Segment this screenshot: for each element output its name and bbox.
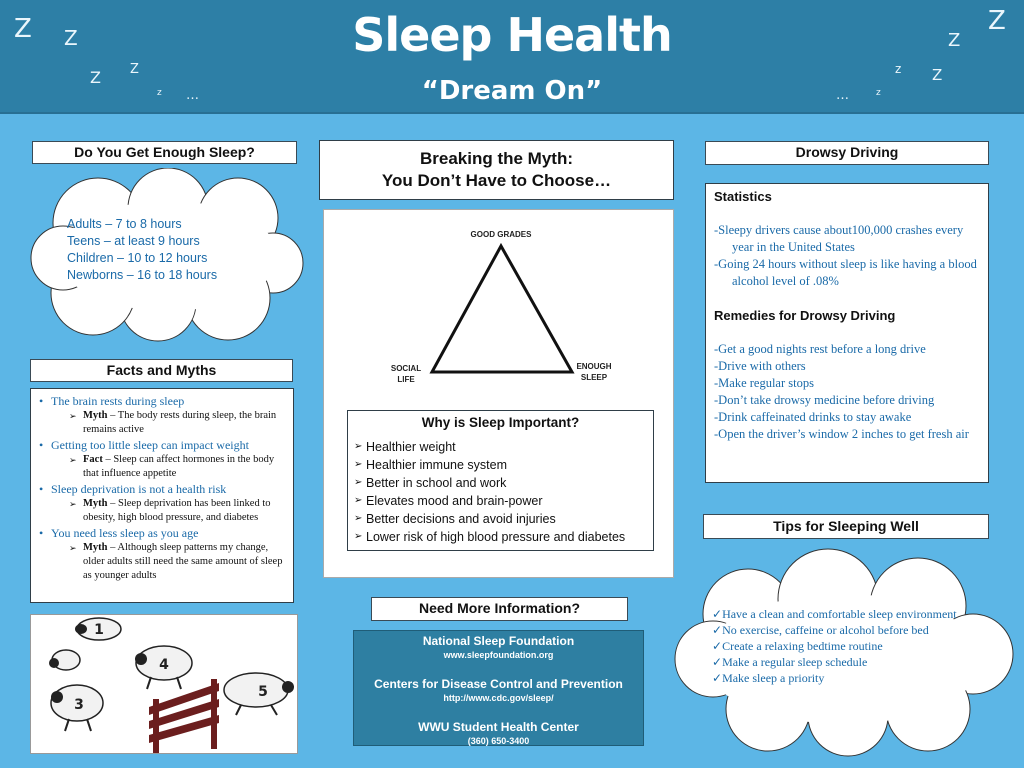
verdict-text: – Sleep deprivation has been linked to obesity, high blood pressure, and diabetes bbox=[83, 498, 271, 523]
myth-title-line: You Don’t Have to Choose… bbox=[381, 171, 612, 190]
sheep-number: 1 bbox=[94, 622, 104, 638]
sleep-z-glyph: Z bbox=[64, 26, 78, 50]
list-item: -Get a good nights rest before a long drive bbox=[714, 342, 926, 356]
list-item: ✓ No exercise, caffeine or alcohol before bed bbox=[712, 622, 957, 638]
sleep-z-glyph: Z bbox=[90, 68, 101, 87]
why-sleep-box bbox=[347, 410, 654, 551]
triangle-label-right: SLEEP bbox=[580, 373, 608, 382]
org-name: National Sleep Foundation bbox=[422, 634, 575, 648]
list-item: Children – 10 to 12 hours bbox=[67, 251, 208, 265]
page-subtitle: “Dream On” bbox=[421, 76, 603, 106]
list-item: ➢ Healthier immune system bbox=[354, 456, 647, 474]
why-sleep-heading: Why is Sleep Important? bbox=[421, 415, 580, 430]
more-info-panel bbox=[353, 630, 644, 746]
verdict-text: – Although sleep patterns my change, older adults still need the same amount of sleep as younger adults bbox=[83, 542, 283, 581]
facts-myths-heading: Facts and Myths bbox=[30, 359, 293, 382]
triangle-label-top: GOOD GRADES bbox=[470, 230, 532, 239]
list-item: ✓ Make sleep a priority bbox=[712, 670, 957, 686]
list-item: -Make regular stops bbox=[714, 376, 814, 390]
list-item: Teens – at least 9 hours bbox=[67, 234, 200, 248]
sheep-number: 5 bbox=[258, 684, 268, 700]
list-item: ➢ Healthier weight bbox=[354, 438, 647, 456]
statistics-heading: Statistics bbox=[714, 189, 772, 204]
list-item: ✓ Create a relaxing bedtime routine bbox=[712, 638, 957, 654]
sleep-z-glyph: Z bbox=[130, 62, 139, 77]
triangle-label-right: ENOUGH bbox=[576, 362, 612, 371]
sheep-number: 3 bbox=[74, 697, 84, 713]
remedies-heading: Remedies for Drowsy Driving bbox=[714, 308, 896, 323]
list-item: • The brain rests during sleep bbox=[39, 394, 287, 409]
tips-list bbox=[712, 606, 957, 686]
org-name: WWU Student Health Center bbox=[418, 720, 579, 734]
sheep-illustration bbox=[30, 614, 298, 754]
fence-icon bbox=[149, 679, 219, 753]
counting-sheep-icon bbox=[31, 615, 297, 753]
sleep-z-glyph: Z bbox=[14, 14, 32, 44]
myth-panel bbox=[323, 209, 674, 578]
sheep-number: 4 bbox=[159, 657, 169, 673]
list-item: ➢ Better in school and work bbox=[354, 474, 647, 492]
list-item: -Drink caffeinated drinks to stay awake bbox=[714, 410, 912, 424]
more-info-heading: Need More Information? bbox=[371, 597, 628, 621]
list-item bbox=[39, 497, 287, 525]
myth-title-line: Breaking the Myth: bbox=[419, 149, 574, 168]
sleep-z-glyph: Z bbox=[948, 30, 961, 51]
list-item: -Don’t take drowsy medicine before driving bbox=[714, 393, 935, 407]
triangle-label-left: LIFE bbox=[397, 375, 415, 384]
list-item: -Drive with others bbox=[714, 359, 806, 373]
tips-heading: Tips for Sleeping Well bbox=[703, 514, 989, 539]
list-item: • Getting too little sleep can impact weight bbox=[39, 438, 287, 453]
verdict-label: Myth bbox=[83, 410, 108, 421]
sleep-z-glyph: z bbox=[157, 88, 162, 98]
list-item: • Sleep deprivation is not a health risk bbox=[39, 482, 287, 497]
facts-myths-panel bbox=[30, 388, 294, 603]
triangle-label-left: SOCIAL bbox=[390, 364, 422, 373]
list-item: Adults – 7 to 8 hours bbox=[67, 217, 182, 231]
verdict-label: Myth bbox=[83, 498, 108, 509]
org-detail: http://www.cdc.gov/sleep/ bbox=[443, 693, 554, 703]
list-item: -Open the driver’s window 2 inches to get fresh air bbox=[714, 427, 969, 441]
sleep-ellipsis: … bbox=[186, 88, 199, 103]
sleep-z-glyph: z bbox=[895, 62, 902, 76]
why-sleep-list bbox=[354, 438, 647, 546]
verdict-label: Fact bbox=[83, 454, 103, 465]
header-banner bbox=[0, 0, 1024, 114]
triangle-diagram bbox=[324, 210, 673, 410]
org-detail: www.sleepfoundation.org bbox=[443, 650, 554, 660]
drowsy-driving-panel bbox=[705, 183, 989, 483]
list-item: ➢ Elevates mood and brain-power bbox=[354, 492, 647, 510]
sleep-z-glyph: Z bbox=[988, 6, 1006, 36]
list-item bbox=[39, 409, 287, 437]
org-name: Centers for Disease Control and Prevention bbox=[374, 677, 623, 691]
list-item: ✓ Make a regular sleep schedule bbox=[712, 654, 957, 670]
list-item: -Going 24 hours without sleep is like having a blood alcohol level of .08% bbox=[714, 257, 977, 288]
enough-sleep-list bbox=[67, 216, 217, 284]
enough-sleep-heading: Do You Get Enough Sleep? bbox=[32, 141, 297, 164]
verdict-text: – Sleep can affect hormones in the body that influence appetite bbox=[83, 454, 275, 479]
sleep-z-glyph: z bbox=[876, 88, 881, 98]
org-detail: (360) 650-3400 bbox=[467, 736, 530, 746]
list-item: -Sleepy drivers cause about100,000 crashes every year in the United States bbox=[714, 223, 964, 254]
list-item bbox=[39, 453, 287, 481]
list-item: • You need less sleep as you age bbox=[39, 526, 287, 541]
list-item bbox=[39, 541, 287, 583]
list-item: ✓ Have a clean and comfortable sleep environment bbox=[712, 606, 957, 622]
list-item: Newborns – 16 to 18 hours bbox=[67, 268, 218, 282]
sleep-z-glyph: Z bbox=[932, 66, 943, 84]
drowsy-driving-heading: Drowsy Driving bbox=[705, 141, 989, 165]
list-item: ➢ Lower risk of high blood pressure and diabetes bbox=[354, 528, 647, 546]
myth-title-box bbox=[319, 140, 674, 200]
list-item: ➢ Better decisions and avoid injuries bbox=[354, 510, 647, 528]
sleep-ellipsis: … bbox=[836, 88, 849, 103]
verdict-text: – The body rests during sleep, the brain remains active bbox=[83, 410, 277, 435]
triangle-shape bbox=[432, 246, 572, 372]
page-title: Sleep Health bbox=[352, 8, 672, 62]
verdict-label: Myth bbox=[83, 542, 108, 553]
